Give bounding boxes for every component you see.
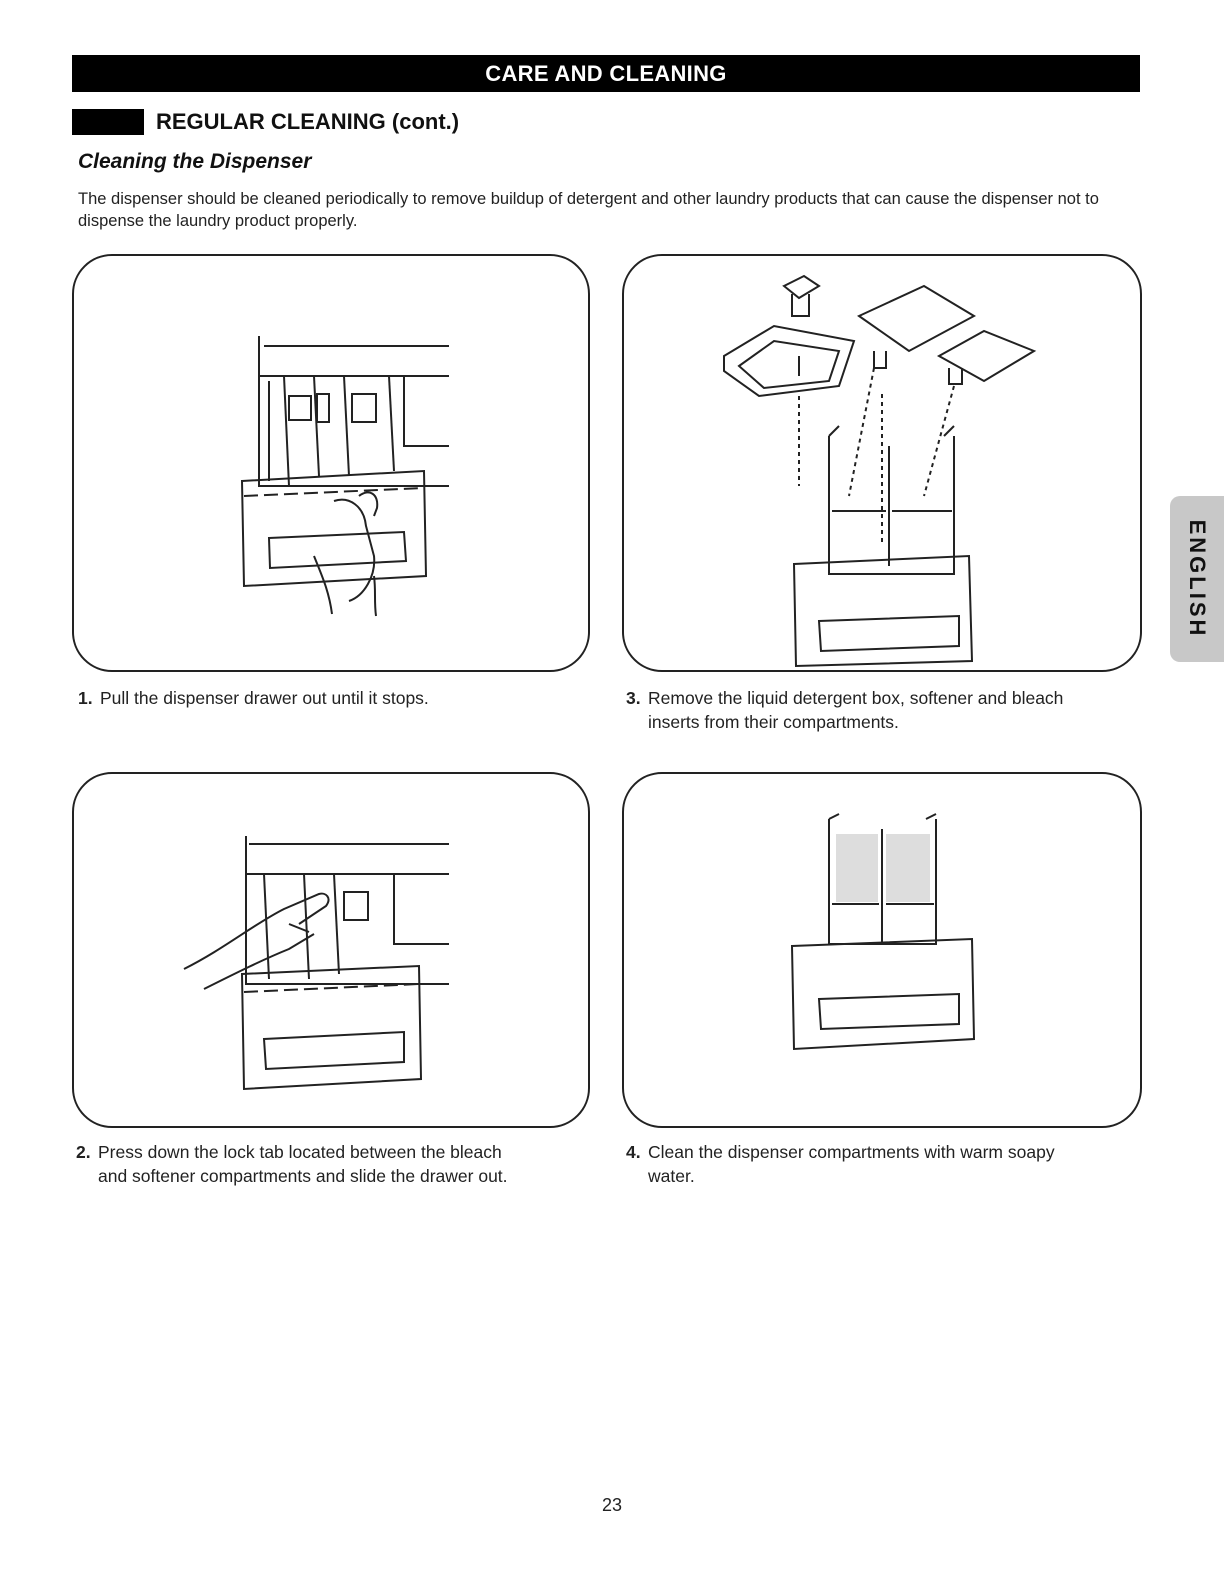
step-number: 4. xyxy=(626,1142,641,1162)
illustration-remove-inserts xyxy=(622,254,1142,672)
language-tab-label: ENGLISH xyxy=(1185,519,1210,639)
subsection-title: Cleaning the Dispenser xyxy=(78,150,312,173)
illustration-press-lock-tab xyxy=(72,772,590,1128)
illustration-pull-drawer xyxy=(72,254,590,672)
page-banner: CARE AND CLEANING xyxy=(72,55,1140,92)
step-1 xyxy=(78,686,578,710)
step-text: Remove the liquid detergent box, softener and bleach xyxy=(648,688,1064,708)
step-text: Press down the lock tab located between the bleach xyxy=(98,1142,502,1162)
inserts-exploded-drawing xyxy=(624,256,1140,670)
step-number: 1. xyxy=(78,688,93,708)
clean-drawer-drawing xyxy=(624,774,1140,1126)
step-text-continued: inserts from their compartments. xyxy=(648,712,899,732)
section-marker xyxy=(72,109,144,135)
step-number: 3. xyxy=(626,688,641,708)
intro-paragraph: The dispenser should be cleaned periodically to remove buildup of detergent and other laundry products that can cause the dispenser not to dispense the laundry product properly. xyxy=(78,190,1099,230)
step-text-continued: water. xyxy=(648,1166,695,1186)
step-3 xyxy=(626,686,1146,734)
step-number: 2. xyxy=(76,1142,91,1162)
step-text: Pull the dispenser drawer out until it stops. xyxy=(100,688,429,708)
section-title: REGULAR CLEANING (cont.) xyxy=(156,109,460,134)
step-2 xyxy=(76,1140,596,1188)
language-tab xyxy=(1170,496,1224,662)
step-text: Clean the dispenser compartments with warm soapy xyxy=(648,1142,1055,1162)
step-4 xyxy=(626,1140,1146,1188)
page-number: 23 xyxy=(601,1495,623,1515)
step-text-continued: and softener compartments and slide the drawer out. xyxy=(98,1166,508,1186)
drawer-pull-drawing xyxy=(74,256,588,670)
illustration-clean-compartments xyxy=(622,772,1142,1128)
section-heading xyxy=(72,108,459,136)
lock-tab-drawing xyxy=(74,774,588,1126)
